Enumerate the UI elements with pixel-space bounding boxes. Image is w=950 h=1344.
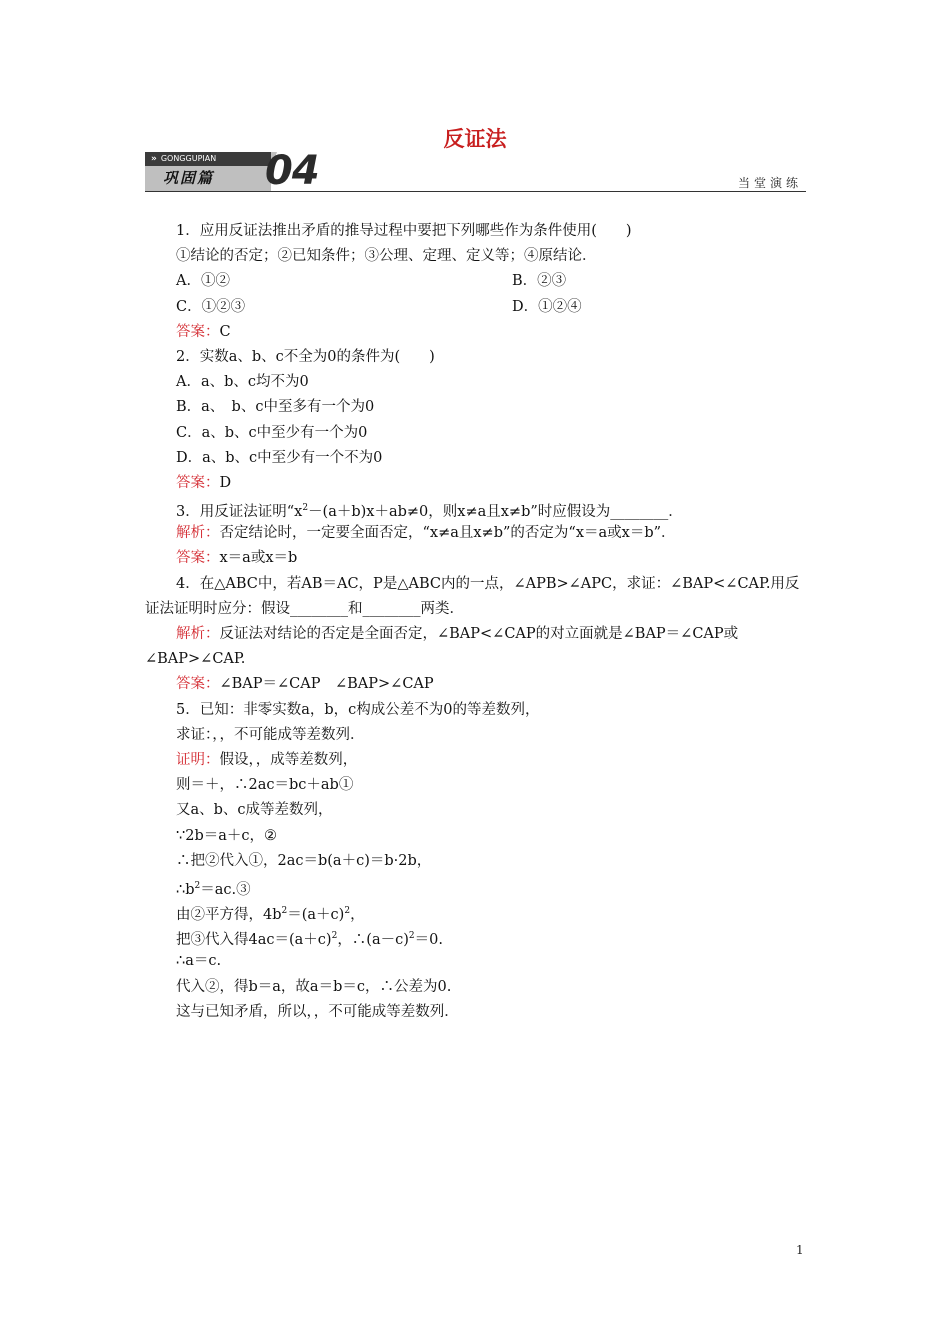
q5-step-b-squared	[145, 874, 806, 899]
q5-proof-start	[145, 748, 806, 773]
q1-answer-value: C	[219, 323, 231, 340]
q5-step-superscript: 2	[331, 931, 338, 942]
q5-step-part: ∴b	[176, 881, 195, 898]
q5-step: ∴把②代入①，2ac＝b(a＋c)＝b·2b，	[176, 852, 432, 869]
banner-caption-bar	[145, 152, 271, 166]
q1-answer	[145, 320, 806, 345]
q4-analysis	[145, 622, 806, 647]
q1-option-b: B．②③	[512, 273, 567, 290]
q3-analysis-text: 否定结论时，一定要全面否定，“x≠a且x≠b”的否定为“x＝a或x＝b”．	[219, 525, 676, 542]
q5-step-superscript: 2	[281, 906, 288, 917]
q5-step-superscript: 2	[344, 906, 351, 917]
q1-options-row2	[145, 295, 806, 320]
q4-stem-line2: 证法证明时应分：假设________和________两类．	[145, 600, 464, 617]
banner-rule	[145, 191, 806, 192]
q2-option-a: A．a、b、c均不为0	[176, 374, 309, 391]
q2-answer	[145, 471, 806, 496]
q5-step-part: ＝0.	[414, 932, 443, 949]
q5-conclusion: 这与已知矛盾，所以，，不可能成等差数列．	[176, 1003, 459, 1020]
analysis-label: 解析：	[176, 525, 220, 542]
answer-label: 答案：	[176, 474, 220, 491]
q5-step-superscript: 2	[194, 880, 201, 891]
q4-stem-line1: 4．在△ABC中，若AB＝AC，P是△ABC内的一点，∠APB>∠APC，求证：∠BAP<∠CAP.用反	[176, 575, 800, 592]
q5-step-part: ＝(a＋c)	[287, 906, 345, 923]
q3-stem-superscript: 2	[302, 503, 309, 514]
q3-answer-value: x＝a或x＝b	[219, 550, 298, 567]
section-banner	[145, 148, 806, 194]
q3-stem-part-b: －(a＋b)x＋ab≠0，则x≠a且x≠b”时应假设为________．	[308, 503, 683, 520]
q5-step-common-difference: 代入②，得b＝a，故a＝b＝c，∴公差为0.	[176, 978, 452, 995]
page-title: 反证法	[443, 127, 507, 151]
q1-option-d: D．①②④	[512, 298, 582, 315]
q5-step-part: ，	[350, 906, 365, 923]
q2-option-b: B．a、 b、c中至多有一个为0	[176, 399, 375, 416]
q2-stem: 2．实数a、b、c不全为0的条件为( )	[176, 348, 435, 365]
q3-answer	[145, 546, 806, 571]
banner-section-name: 巩固篇	[145, 166, 271, 191]
q2-option-d: D．a、b、c中至少有一个不为0	[176, 449, 383, 466]
document-body	[145, 219, 806, 1025]
q5-proof-line1: 假设，，成等差数列，	[219, 751, 358, 768]
proof-label: 证明：	[176, 751, 220, 768]
q3-stem	[145, 496, 806, 521]
q2-option-c: C．a、b、c中至少有一个为0	[176, 424, 368, 441]
banner-section-number: 04	[265, 148, 319, 194]
q5-prove: 求证：，，不可能成等差数列．	[176, 726, 365, 743]
q5-step-substitute	[145, 924, 806, 949]
q5-step-part: 由②平方得，4b	[176, 906, 282, 923]
q5-step: 又a、b、c成等差数列，	[176, 802, 333, 819]
answer-label: 答案：	[176, 676, 220, 693]
q2-answer-value: D	[219, 474, 232, 491]
q5-stem: 5．已知：非零实数a，b，c构成公差不为0的等差数列，	[176, 701, 540, 718]
q4-analysis-line2: ∠BAP>∠CAP.	[145, 651, 246, 668]
q5-step: ∵2b＝a＋c，②	[176, 827, 277, 844]
q3-stem-part-a: 3．用反证法证明“x	[176, 503, 303, 520]
q5-step-a-equals-c: ∴a＝c.	[176, 953, 222, 970]
answer-label: 答案：	[176, 550, 220, 567]
q4-answer-value: ∠BAP＝∠CAP ∠BAP>∠CAP	[219, 676, 434, 693]
double-chevron-icon: »	[151, 154, 157, 164]
q5-step: 则＝＋，∴2ac＝bc＋ab①	[176, 777, 354, 794]
q4-answer	[145, 672, 806, 697]
q1-items: ①结论的否定；②已知条件；③公理、定理、定义等；④原结论．	[176, 248, 597, 265]
banner-right-label: 当堂演练	[737, 176, 802, 190]
q5-step-superscript: 2	[408, 931, 415, 942]
answer-label: 答案：	[176, 323, 220, 340]
page-number: 1	[796, 1243, 804, 1257]
q4-analysis-text: 反证法对结论的否定是全面否定，∠BAP<∠CAP的对立面就是∠BAP＝∠CAP或	[219, 626, 739, 642]
q1-option-c: C．①②③	[176, 298, 246, 315]
q5-step-square	[145, 899, 806, 924]
q5-step-part: 把③代入得4ac＝(a＋c)	[176, 932, 332, 949]
q1-stem: 1．应用反证法推出矛盾的推导过程中要把下列哪些作为条件使用( )	[176, 223, 632, 239]
banner-caption: GONGGUPIAN	[160, 154, 217, 163]
q1-options-row1	[145, 269, 806, 294]
q1-option-a: A．①②	[176, 273, 230, 290]
q5-step-part: ，∴(a－c)	[337, 932, 409, 949]
q5-step-part: ＝ac.③	[200, 881, 251, 898]
q3-analysis	[145, 521, 806, 546]
analysis-label: 解析：	[176, 626, 220, 642]
